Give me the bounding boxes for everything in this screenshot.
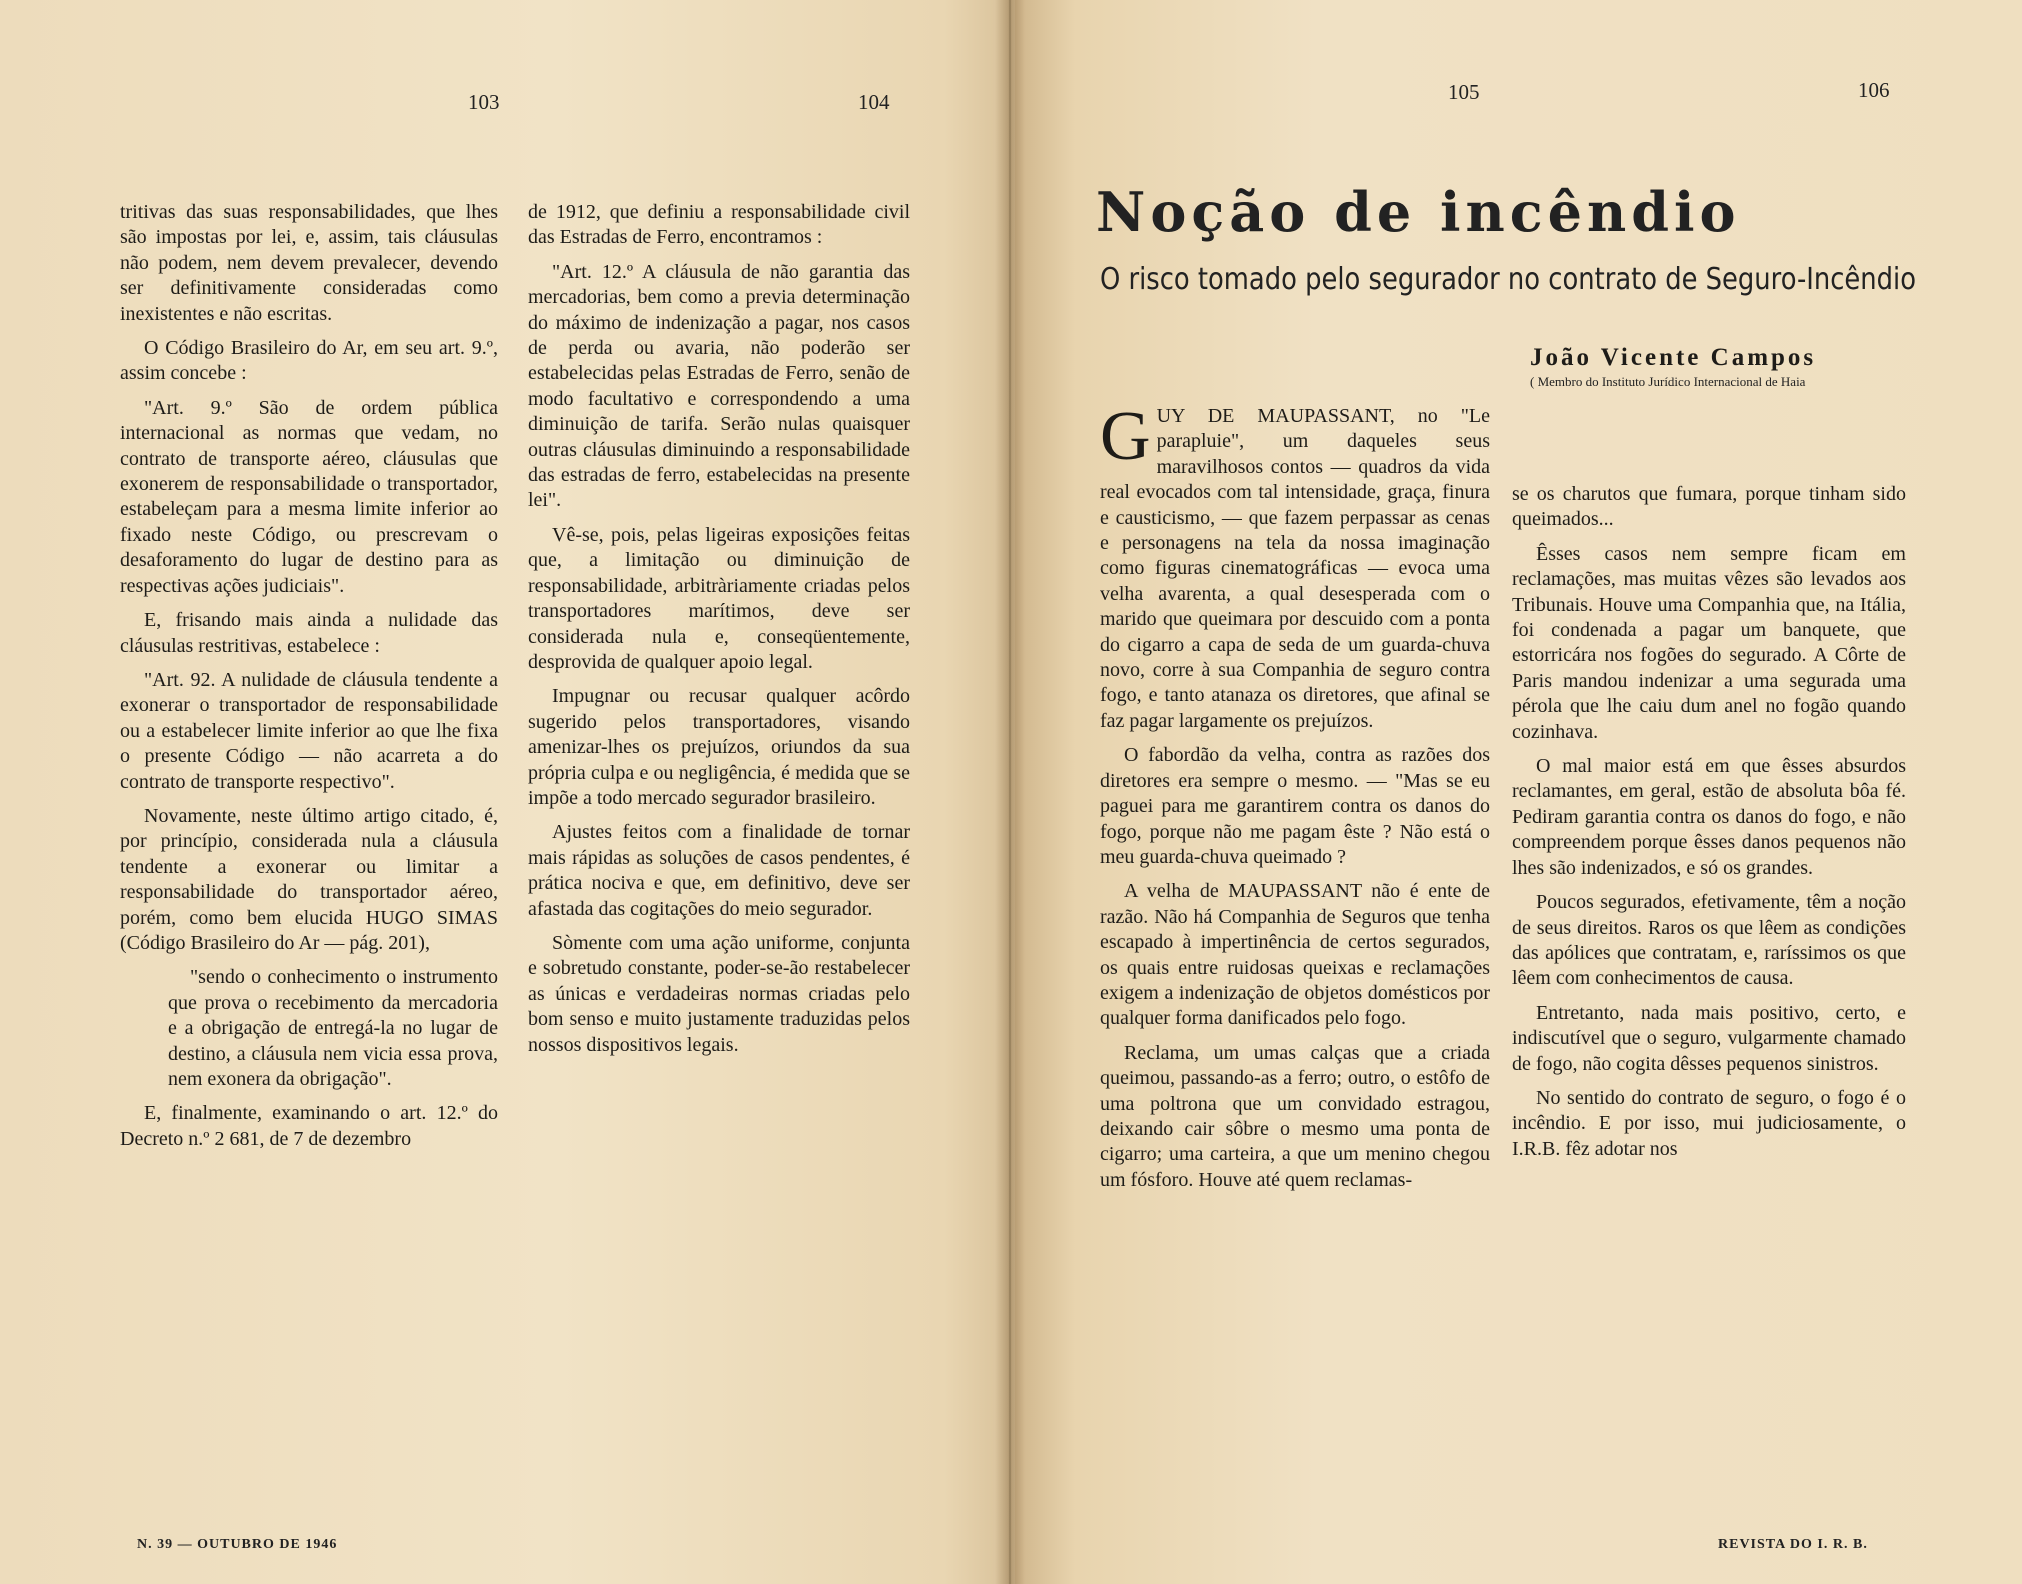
drop-cap: G <box>1100 398 1151 475</box>
book-gutter <box>995 0 1025 1584</box>
lead-text: UY DE MAUPASSANT, no "Le parapluie", um daqueles seus maravilhosos contos — quadros da vida real evocados com tal intensidade, graça, finura e causticismo, — que fazem perpassar as cenas e personagens na tela da nossa imaginação como figuras cinematográficas — evoca uma velha avarenta, a qual desesperada com o marido que queimara por descuido com a ponta do cigarro a capa de seda de um guarda-chuva novo, corre à sua Companhia de seguro contra fogo, e tanto atanaza os diretores, que afinal se faz pagar largamente os prejuízos. <box>1100 405 1490 732</box>
paragraph: Poucos segurados, efetivamente, têm a noção de seus direitos. Raros os que lêem as condições das apólices que contratam, e, raríssimos os que lêem com conhecimentos de causa. <box>1512 891 1906 990</box>
paragraph: E, frisando mais ainda a nulidade das cláusulas restritivas, estabelece : <box>120 609 498 657</box>
column-page-104 <box>528 200 910 1067</box>
paragraph: Novamente, neste último artigo citado, é, por princípio, considerada nula a cláusula tendente a exonerar ou limitar a responsabilidade do transportador aéreo, porém, como bem elucida HUGO SIMAS (Código Brasileiro do Ar — pág. 201), <box>120 804 498 954</box>
column-page-106 <box>1512 482 1906 1171</box>
paragraph: Reclama, um umas calças que a criada queimou, passando-as a ferro; outro, o estôfo de uma poltrona que um convidado estragou, deixando cair sôbre o mesmo uma ponta de cigarro; uma carteira, a que um menino chegou um fósforo. Houve até quem reclamas- <box>1100 1041 1490 1191</box>
paragraph: O mal maior está em que êsses absurdos reclamantes, em geral, estão de absoluta bôa fé. Pediram garantia contra os danos do fogo, e não compreendem porque êsses danos pequenos não lhes são indenizados, e só os grandes. <box>1512 755 1906 879</box>
block-quote: "sendo o conhecimento o instrumento que prova o recebimento da mercadoria e a obrigação de entregá-la no lugar de destino, a cláusula nem vicia essa prova, nem exonera da obrigação". <box>168 966 498 1090</box>
paragraph: Entretanto, nada mais positivo, certo, e indiscutível que o seguro, vulgarmente chamado de fogo, não cogita dêsses pequenos sinistros. <box>1512 1001 1906 1075</box>
footer-journal-name: REVISTA DO I. R. B. <box>1718 1537 1868 1552</box>
paragraph: de 1912, que definiu a responsabilidade civil das Estradas de Ferro, encontramos : <box>528 201 910 249</box>
page-number-104: 104 <box>858 90 890 114</box>
paragraph: Impugnar ou recusar qualquer acôrdo sugerido pelos transportadores, visando amenizar-lhes os prejuízos, oriundos da sua própria culpa e ou negligência, é medida que se impõe a todo mercado segurador brasileiro. <box>528 685 910 809</box>
paragraph: Vê-se, pois, pelas ligeiras exposições feitas que, a limitação ou diminuição de responsabilidade, arbitràriamente criadas pelos transportadores marítimos, deve ser considerada nula e, conseqüentemente, desprovida de qualquer apoio legal. <box>528 523 910 673</box>
paragraph: O fabordão da velha, contra as razões dos diretores era sempre o mesmo. — "Mas se eu paguei para me garantirem contra os danos do fogo, porque não me pagam êste ? Não está o meu guarda-chuva queimado ? <box>1100 744 1490 868</box>
paragraph: A velha de MAUPASSANT não é ente de razão. Não há Companhia de Seguros que tenha escapado à impertinência de certos segurados, os quais entre ruidosas queixas e reclamações exigem a indenização de objetos domésticos por qualquer forma danificados pelo fogo. <box>1100 880 1490 1030</box>
quote-paragraph: "Art. 92. A nulidade de cláusula tendente a exonerar o transportador de responsabilidade ou a estabelecer limite inferior ao que lhe fixa o presente Código — não acarreta a do contrato de transporte respectivo". <box>120 668 498 793</box>
paragraph: tritivas das suas responsabilidades, que lhes são impostas por lei, e, assim, tais cláusulas não podem, nem devem prevalecer, devendo ser definitivamente consideradas como inexistentes e não escritas. <box>120 201 498 325</box>
column-page-103 <box>120 200 498 1161</box>
quote-paragraph: "Art. 9.º São de ordem pública internacional as normas que vedam, no contrato de transporte aéreo, cláusulas que exonerem de responsabilidade o transportador, estabeleçam para a mesma limite inferior ao fixado neste Código, ou prescrevam o desaforamento do lugar de destino para as respectivas ações judiciais". <box>120 396 498 597</box>
article-subtitle: O risco tomado pelo segurador no contrato de Seguro-Incêndio <box>1100 262 1916 297</box>
paragraph: E, finalmente, examinando o art. 12.º do Decreto n.º 2 681, de 7 de dezembro <box>120 1102 498 1150</box>
paragraph: se os charutos que fumara, porque tinham sido queimados... <box>1512 483 1906 531</box>
page-number-103: 103 <box>468 90 500 114</box>
article-title: Noção de incêndio <box>1096 180 1741 244</box>
column-page-105 <box>1100 398 1490 1202</box>
page-number-105: 105 <box>1448 80 1480 104</box>
paragraph: Sòmente com uma ação uniforme, conjunta e sobretudo constante, poder-se-ão restabelecer as únicas e verdadeiras normas criadas pelo bom senso e muito justamente traduzidas pelos nossos dispositivos legais. <box>528 931 910 1056</box>
paragraph: Êsses casos nem sempre ficam em reclamações, mas muitas vêzes são levados aos Tribunais. Houve uma Companhia que, na Itália, foi condenada a pagar um banquete, que estorricára nos fogões do segurado. A Côrte de Paris mandou indenizar a uma segurada uma pérola que lhe caiu dum anel no fogão quando cozinhava. <box>1512 542 1906 743</box>
footer-issue-date: N. 39 — OUTUBRO DE 1946 <box>137 1537 338 1552</box>
author-affiliation: ( Membro do Instituto Jurídico Internacional de Haia <box>1530 374 1806 389</box>
paragraph: Ajustes feitos com a finalidade de tornar mais rápidas as soluções de casos pendentes, é prática nociva e que, em definitivo, deve ser afastada das cogitações do meio segurador. <box>528 821 910 920</box>
page-number-106: 106 <box>1858 78 1890 102</box>
quote-paragraph: "Art. 12.º A cláusula de não garantia das mercadorias, bem como a previa determinação do máximo de indenização a pagar, nos casos de perda ou avaria, não poderão ser estabelecidas pelas Estradas de Ferro, senão de modo facultativo e correspondendo a uma diminuição de tarifa. Serão nulas quaisquer outras cláusulas diminuindo a responsabilidade das estradas de ferro, estabelecidas na presente lei". <box>528 260 910 512</box>
paragraph: No sentido do contrato de seguro, o fogo é o incêndio. E por isso, mui judiciosamente, o I.R.B. fêz adotar nos <box>1512 1086 1906 1160</box>
lead-paragraph <box>1100 398 1490 734</box>
article-author: João Vicente Campos <box>1530 344 1817 371</box>
paragraph: O Código Brasileiro do Ar, em seu art. 9.º, assim concebe : <box>120 337 498 385</box>
